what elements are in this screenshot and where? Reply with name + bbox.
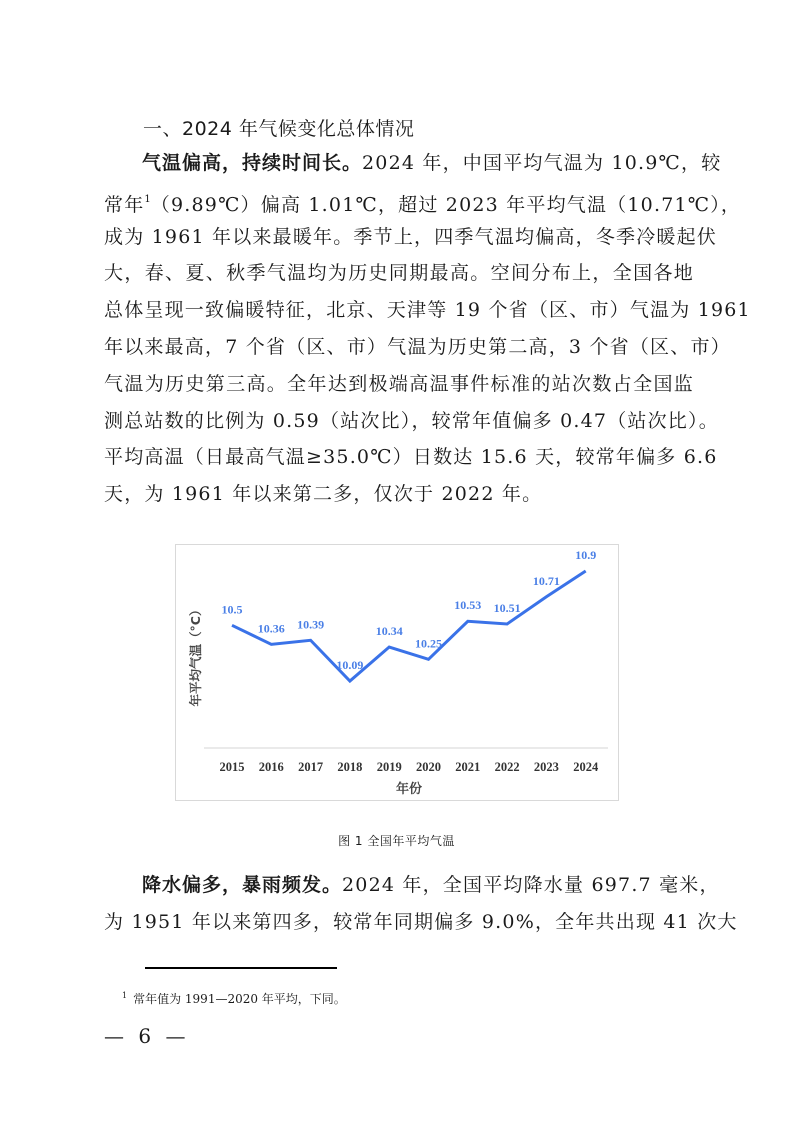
- y-axis-title: 年平均气温（°C）: [188, 603, 203, 707]
- paragraph-line: 成为 1961 年以来最暖年。季节上，四季气温均偏高，冬季冷暖起伏: [104, 225, 718, 248]
- figure-caption: 图 1 全国年平均气温: [338, 834, 455, 848]
- data-label: 10.36: [257, 621, 285, 636]
- section-heading: 一、2024 年气候变化总体情况: [143, 118, 415, 140]
- data-label: 10.39: [297, 617, 325, 632]
- data-label: 10.09: [336, 658, 364, 672]
- paragraph-precipitation: [104, 867, 738, 941]
- data-label: 10.9: [575, 548, 597, 562]
- data-label: 10.53: [454, 598, 482, 613]
- footnote-separator: [145, 967, 337, 969]
- paragraph-line: 总体呈现一致偏暖特征，北京、天津等 19 个省（区、市）气温为 1961: [104, 299, 751, 322]
- temperature-line-chart: [175, 544, 619, 801]
- x-tick-label: 2019: [376, 760, 402, 774]
- x-axis-title: 年份: [395, 782, 423, 797]
- paragraph-line: 气温为历史第三高。全年达到极端高温事件标准的站次数占全国监: [104, 372, 694, 395]
- paragraph-line: 测总站数的比例为 0.59（站次比），较常年值偏多 0.47（站次比）。: [104, 409, 719, 432]
- paragraph-line: 大，春、夏、秋季气温均为历史同期最高。空间分布上，全国各地: [104, 262, 694, 285]
- x-tick-label: 2022: [494, 760, 520, 774]
- x-tick-label: 2015: [219, 760, 245, 774]
- data-label: 10.5: [221, 602, 243, 617]
- paragraph-temperature: [104, 145, 751, 513]
- x-tick-label: 2016: [258, 760, 284, 774]
- x-tick-label: 2021: [455, 760, 481, 774]
- paragraph-line: 降水偏多，暴雨频发。2024 年，全国平均降水量 697.7 毫米，: [142, 874, 720, 896]
- x-tick-label: 2020: [416, 760, 441, 774]
- lead-phrase: 降水偏多，暴雨频发。: [142, 874, 343, 896]
- lead-phrase: 气温偏高，持续时间长。: [142, 152, 363, 174]
- paragraph-line: 为 1951 年以来第四多，较常年同期偏多 9.0%，全年共出现 41 次大: [104, 910, 738, 933]
- paragraph-line: 平均高温（日最高气温≥35.0℃）日数达 15.6 天，较常年偏多 6.6: [104, 446, 718, 469]
- paragraph-line: 常年$^1$（9.89℃）偏高 1.01℃，超过 2023 年平均气温（10.71℃），: [104, 193, 742, 216]
- footnote-marker[interactable]: 1: [144, 193, 151, 205]
- data-label: 10.25: [415, 636, 442, 651]
- paragraph-line: 天，为 1961 年以来第二多，仅次于 2022 年。: [104, 483, 543, 506]
- data-label: 10.34: [375, 624, 403, 639]
- x-tick-label: 2023: [533, 760, 559, 774]
- chart-canvas: [176, 545, 618, 800]
- footnote: $^1$ 常年值为 1991—2020 年平均，下同。: [122, 991, 346, 1006]
- page-number: — 6 —: [104, 1024, 190, 1048]
- x-tick-label: 2018: [337, 760, 363, 774]
- paragraph-line: 年以来最高，7 个省（区、市）气温为历史第二高，3 个省（区、市）: [104, 335, 731, 358]
- data-label: 10.71: [532, 573, 560, 588]
- x-tick-label: 2017: [298, 760, 324, 774]
- x-tick-label: 2024: [573, 760, 599, 774]
- data-label: 10.51: [493, 600, 521, 615]
- paragraph-line: 气温偏高，持续时间长。2024 年，中国平均气温为 10.9℃，较: [142, 152, 722, 174]
